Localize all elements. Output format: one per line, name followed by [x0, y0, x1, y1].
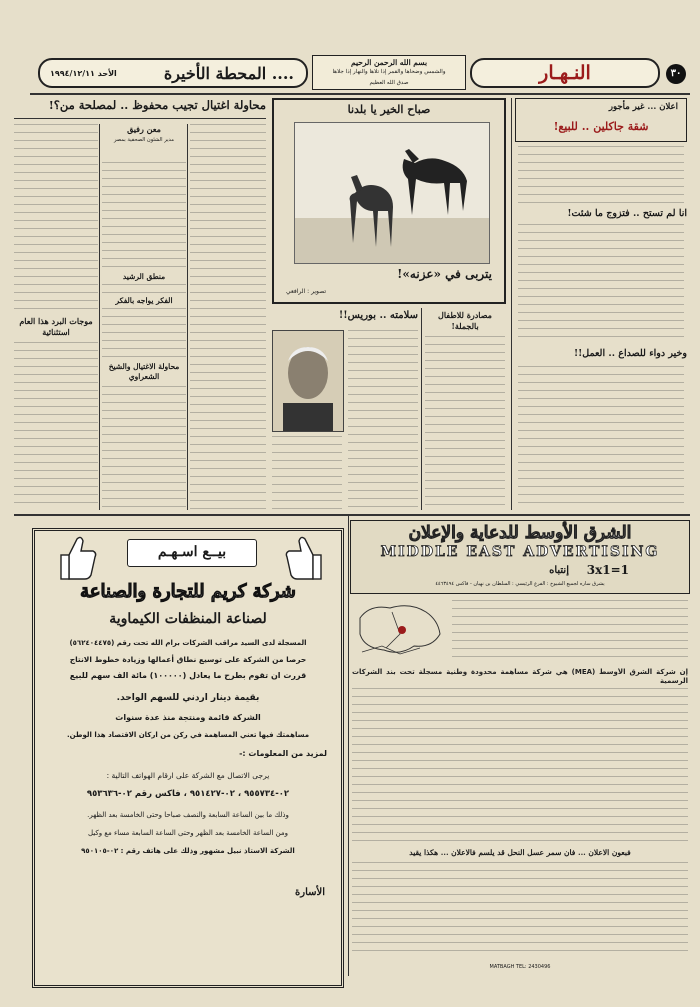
karim-offer: قررت ان تقوم بطرح ما يعادل (١٠٠٠٠٠) مائة الف سهم للبيع: [69, 671, 307, 680]
thumbs-up-icon-right: [283, 533, 323, 581]
col-divider-4: [187, 124, 188, 510]
karim-established: الشركة قائمة ومنتجة منذ عدة سنوات: [115, 713, 261, 722]
page-number-badge: ٣٠: [666, 64, 686, 84]
byline-name: معن رفيق: [127, 124, 161, 134]
photo-credit: تصوير : الرافعي: [286, 288, 327, 295]
byline-role: مدير الشئون الصحفية بمصر: [113, 137, 175, 143]
story-title-cold: موجات البرد هذا العام استثنائية: [19, 316, 93, 337]
col-divider-2: [421, 308, 422, 510]
verse-source: صدق الله العظيم: [369, 80, 409, 86]
mea-note: يشرق ساره لجميع الشيوخ : الفرع الرئيسي : السلطان بن نهيان - فاكس ٤٤٦٣٤٩٤: [435, 581, 605, 587]
karim-ad-box: [32, 528, 344, 988]
byline-box: [102, 124, 186, 158]
mea-sub-text: [452, 600, 688, 660]
karim-phones-intro: يرجى الاتصال مع الشركة على ارقام الهواتف التالية :: [106, 771, 270, 780]
col-divider-3: [99, 124, 100, 510]
story-body-headache: [518, 366, 684, 506]
photo-caption: يتربى في «عزنه»!: [397, 267, 492, 281]
karim-company-name: شركة كريم للتجارة والصناعة: [80, 581, 296, 602]
story-body-boris-b: [272, 436, 342, 510]
karim-agent: الشركة الاستاذ نبيل مشهور وذلك على هاتف رقم : ٠٢-٩٥٠١٠٥: [81, 847, 295, 855]
karim-signature: الأسارة: [295, 887, 325, 898]
ad-kicker: اعلان ... غير مأجور: [608, 102, 678, 112]
masthead-verse-box: [312, 55, 466, 90]
photo-boris: [272, 330, 344, 432]
story-body-marry: [518, 224, 684, 342]
mea-english-name: MIDDLE EAST ADVERTISING: [380, 544, 660, 560]
story-title-boris: سلامته .. بوريس!!: [338, 310, 418, 321]
lead-sub-shaarawi: محاولة الاغتيال والشيخ الشعراوي: [108, 362, 180, 381]
ad-notpaid-box: [515, 98, 687, 142]
photo-horses: [294, 122, 490, 264]
lead-col-1: [190, 124, 266, 510]
mea-closing-title: فبعون الاعلان ... فان سمر عسل النحل قد يلسم فالاعلان ... هكذا يقيد: [409, 848, 631, 857]
karim-purpose: حرصا من الشركة على توسيع نطاق أعمالها وزيادة خطوط الانتاج: [69, 655, 307, 664]
karim-activity: لصناعة المنظفات الكيماوية: [109, 611, 267, 627]
col-divider-1: [511, 98, 512, 510]
photo-story-title: صباح الخير يا بلدنا: [347, 103, 431, 116]
karim-sale-label: بيــع اسـهـم: [157, 544, 227, 560]
newspaper-name: النـهـار: [539, 62, 591, 84]
section-title: .... المحطة الأخيرة: [163, 64, 294, 83]
story-title-children: مصادرة للاطفال بالجملة!: [438, 310, 492, 331]
mea-map: [352, 598, 448, 664]
mea-footer: MATBAGH TEL: 2430496: [489, 964, 551, 970]
ad-title: شقة جاكلين .. للبيع!: [553, 120, 649, 133]
karim-price: بقيمة دينار اردني للسهم الواحد.: [116, 693, 260, 703]
karim-registration: المسجلة لدى السيد مراقب الشركات برام الله تحت رقم (٥٦٢٤٠٤٤٧٥): [69, 639, 307, 647]
lead-col-2a: [102, 162, 186, 270]
karim-phone-numbers: ٠٢-٩٥٥٧٣٤ ، ٠٢-٩٥١٤٢٧ ، فاكس رقم ٠٢-٩٥٣٦٣٦: [86, 789, 290, 799]
lead-underline: [14, 118, 266, 119]
mea-attention: إنتباه: [549, 565, 569, 576]
thumbs-up-icon-left: [59, 533, 99, 581]
karim-more-info: لمزيد من المعلومات :-: [239, 749, 327, 758]
section-banner: [38, 58, 308, 88]
masthead-left-box: [470, 58, 660, 88]
story-body-children: [425, 336, 505, 510]
quran-verse: والشمس وضحاها والقمر إذا تلاها والنهار إذا جلاها: [332, 69, 446, 75]
basmala: بسم الله الرحمن الرحيم: [350, 58, 428, 67]
issue-date: الأحد ١٩٩٤/١٢/١١: [50, 69, 117, 78]
upper-lower-rule: [14, 514, 690, 516]
lead-sub-thought: الفكر يواجه بالفكر: [102, 296, 186, 305]
story-body-cold: [14, 342, 98, 510]
story-title-headache: وخير دواء للصداع .. العمل!!: [573, 348, 687, 359]
portrait-graphic: [273, 331, 343, 431]
mea-ad-box: [350, 520, 690, 594]
ad-body-text: [518, 146, 684, 204]
mea-offer: 3x1=1: [586, 563, 629, 577]
mea-closing-body: [352, 862, 688, 954]
story-title-marry: انا لم تستح .. فتزوج ما شئت!: [567, 208, 687, 219]
karim-hours: وذلك ما بين الساعة السابعة والنصف صباحا وحتى الخامسة بعد الظهر.: [87, 811, 289, 819]
photo-story-box: [272, 98, 506, 304]
mea-arabic-name: الشرق الأوسط للدعاية والإعلان: [408, 523, 632, 543]
mea-intro: إن شركة الشرق الأوسط (MEA) هي شركة مساهمة محدودة وطنية مسجلة تحت بند الشركات الرسمية: [352, 668, 688, 685]
lead-col-3: [14, 124, 98, 310]
world-map-graphic: [352, 598, 448, 664]
masthead-rule: [30, 93, 690, 95]
story-body-boris-a: [348, 330, 418, 510]
karim-hours-evening: ومن الساعة الخامسة بعد الظهر وحتى الساعة السابعة مساء مع وكيل: [87, 829, 289, 837]
horse-photo-graphic: [295, 123, 489, 263]
mea-notice-body: [352, 688, 688, 844]
karim-sale-banner: [127, 539, 257, 567]
lead-sub-rashid: منطق الرشيد: [122, 272, 166, 281]
mea-outline-top: [348, 516, 349, 976]
lead-col-2c: [102, 386, 186, 510]
karim-invest: مساهمتك فيها تعني المساهمة في ركن من اركان الاقتصاد هذا الوطن.: [66, 731, 310, 739]
lead-headline: محاولة اغتيال تجيب محفوظ .. لمصلحة من؟!: [48, 98, 266, 112]
